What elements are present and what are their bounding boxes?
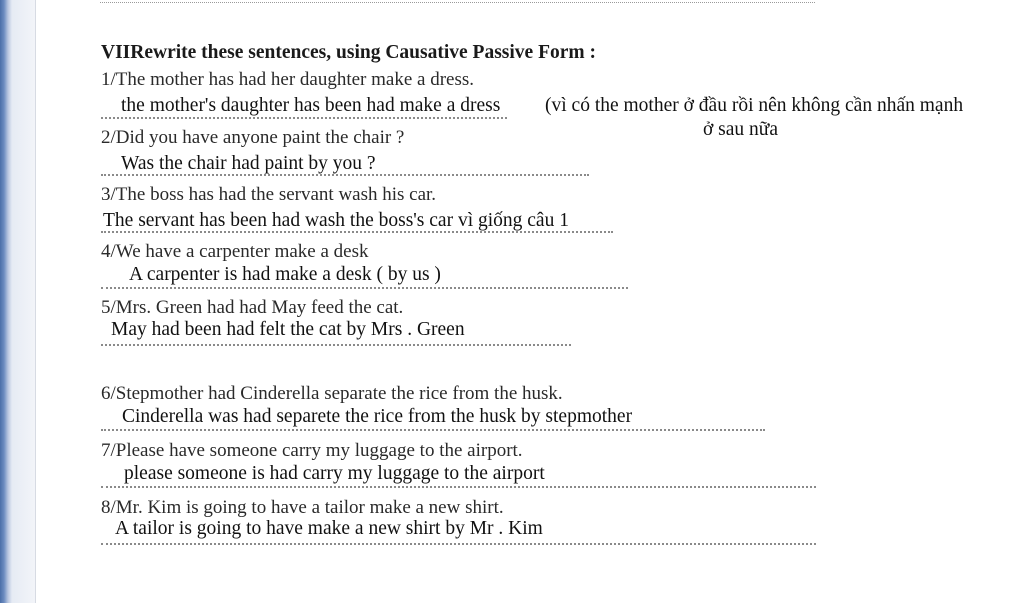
question-3: 3/The boss has had the servant wash his car. [101, 184, 437, 205]
answer-line-5 [101, 344, 571, 346]
answer-3[interactable]: The servant has been had wash the boss's car vì giống câu 1 [103, 210, 569, 231]
side-note-line-1: (vì có the mother ở đầu rồi nên không cần nhấn mạnh [545, 95, 964, 116]
answer-4[interactable]: A carpenter is had make a desk ( by us ) [129, 264, 441, 285]
question-4: 4/We have a carpenter make a desk [101, 241, 369, 262]
answer-2[interactable]: Was the chair had paint by you ? [121, 153, 376, 174]
answer-line-6 [101, 429, 765, 431]
question-8: 8/Mr. Kim is going to have a tailor make a new shirt. [101, 497, 504, 518]
answer-1[interactable]: the mother's daughter has been had make a dress [121, 95, 501, 116]
window-left-edge [0, 0, 36, 603]
answer-6[interactable]: Cinderella was had separete the rice from the husk by stepmother [122, 406, 633, 427]
question-2: 2/Did you have anyone paint the chair ? [101, 127, 405, 148]
question-6: 6/Stepmother had Cinderella separate the rice from the husk. [101, 383, 563, 404]
top-dotted-rule [100, 2, 815, 3]
side-note-line-2: ở sau nữa [703, 119, 779, 140]
answer-7[interactable]: please someone is had carry my luggage to the airport [124, 463, 545, 484]
answer-line-1 [101, 117, 507, 119]
question-7: 7/Please have someone carry my luggage to the airport. [101, 440, 523, 461]
exercise-heading: VIIRewrite these sentences, using Causative Passive Form : [101, 42, 597, 63]
answer-line-7 [101, 486, 816, 488]
answer-line-8 [101, 543, 816, 545]
question-5: 5/Mrs. Green had had May feed the cat. [101, 297, 404, 318]
answer-line-4 [101, 287, 628, 289]
question-1: 1/The mother has had her daughter make a dress. [101, 69, 475, 90]
answer-5[interactable]: May had been had felt the cat by Mrs . Green [111, 319, 465, 340]
answer-8[interactable]: A tailor is going to have make a new shirt by Mr . Kim [115, 518, 543, 539]
